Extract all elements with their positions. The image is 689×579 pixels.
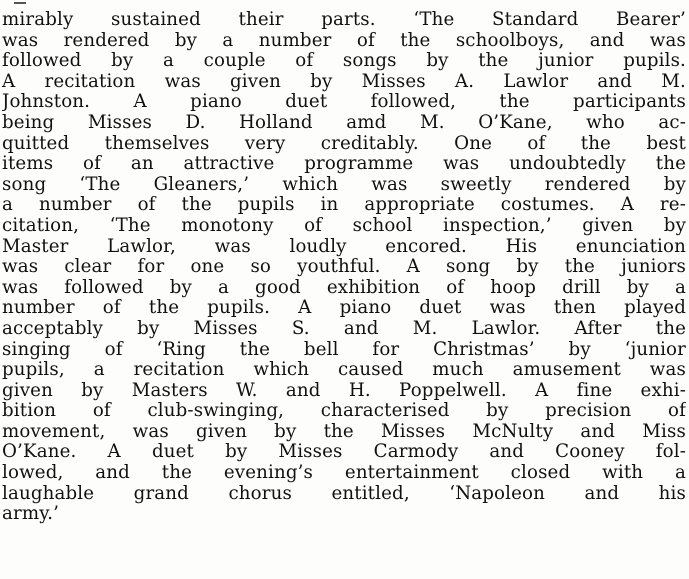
article-line: song ‘The Gleaners,’ which was sweetly rendered by [2,174,686,195]
article-line: number of the pupils. A piano duet was then played [2,298,686,319]
article-line: given by Masters W. and H. Poppelwell. A fine exhi- [2,380,686,401]
article-line: a number of the pupils in appropriate costumes. A re- [2,195,686,216]
article-line: being Misses D. Holland amd M. O’Kane, who ac- [2,112,686,133]
article-line: acceptably by Misses S. and M. Lawlor. After the [2,318,686,339]
article-line: Master Lawlor, was loudly encored. His enunciation [2,236,686,257]
article-line: pupils, a recitation which caused much amusement was [2,360,686,381]
article-line: citation, ‘The monotony of school inspection,’ given by [2,215,686,236]
article-line: singing of ‘Ring the bell for Christmas’ by ‘junior [2,339,686,360]
article-line: bition of club-swinging, characterised by precision of [2,401,686,422]
article-line: A recitation was given by Misses A. Lawlor and M. [2,71,686,92]
article-line: O’Kane. A duet by Misses Carmody and Cooney fol- [2,442,686,463]
article-line: movement, was given by the Misses McNulty and Miss [2,421,686,442]
article-line: laughable grand chorus entitled, ‘Napoleon and his [2,483,686,504]
article-line: followed by a couple of songs by the junior pupils. [2,51,686,72]
article-line: mirably sustained their parts. ‘The Standard Bearer’ [2,10,686,30]
article-line: items of an attractive programme was undoubtedly the [2,154,686,175]
article-line: was rendered by a number of the schoolboys, and was [2,30,686,51]
article-line: lowed, and the evening’s entertainment closed with a [2,463,686,484]
article-column [2,10,686,525]
article-line: was clear for one so youthful. A song by the juniors [2,257,686,278]
article-line: was followed by a good exhibition of hoop drill by a [2,277,686,298]
article-line: quitted themselves very creditably. One of the best [2,133,686,154]
article-line-last: army.’ [2,504,60,525]
column-rule-mark [14,2,26,4]
article-line: Johnston. A piano duet followed, the participants [2,92,686,113]
